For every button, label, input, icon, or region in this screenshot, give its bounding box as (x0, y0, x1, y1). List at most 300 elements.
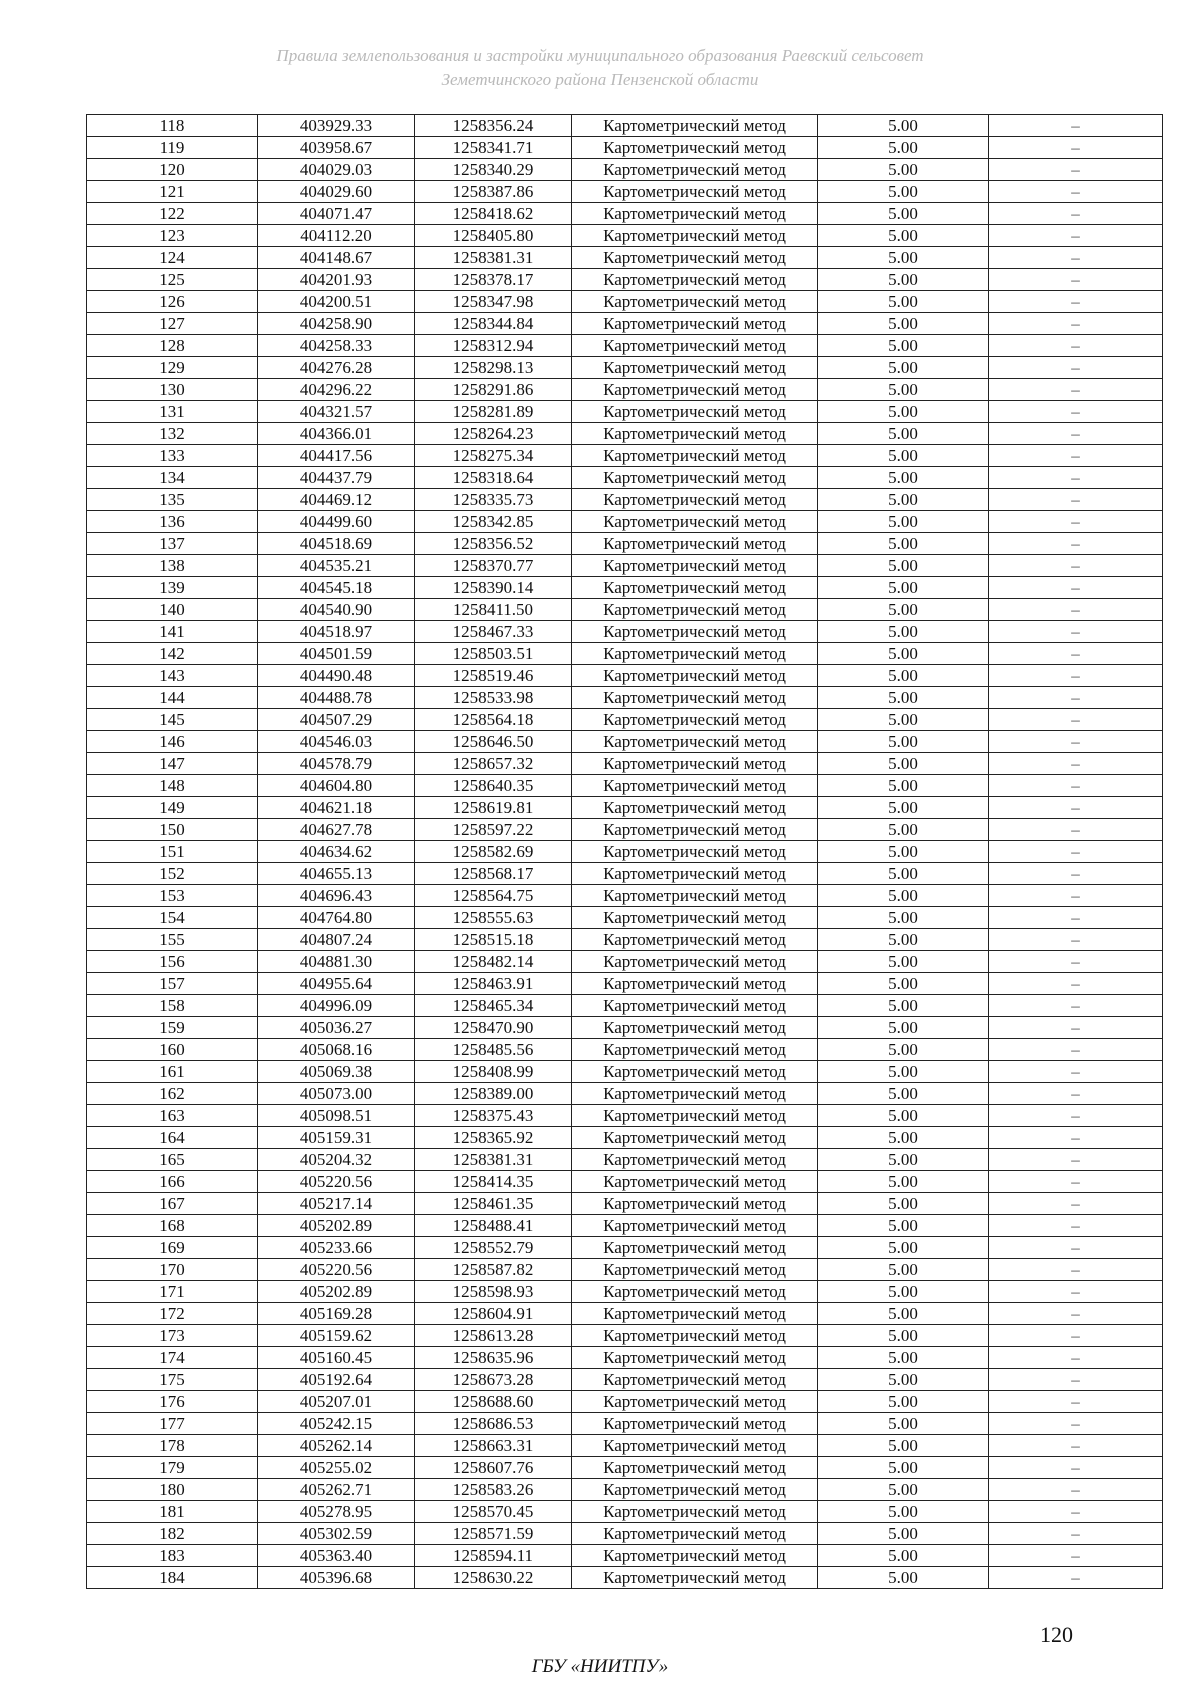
y-coordinate-cell: 1258607.76 (415, 1457, 572, 1479)
table-row (87, 709, 1163, 731)
x-coordinate-cell: 405160.45 (258, 1347, 415, 1369)
point-number-cell: 179 (87, 1457, 258, 1479)
description-cell: – (989, 1017, 1163, 1039)
table-row (87, 1303, 1163, 1325)
description-cell: – (989, 137, 1163, 159)
table-row (87, 995, 1163, 1017)
page-number: 120 (1040, 1622, 1073, 1647)
method-cell: Картометрический метод (572, 775, 818, 797)
description-cell: – (989, 247, 1163, 269)
y-coordinate-cell: 1258663.31 (415, 1435, 572, 1457)
accuracy-cell: 5.00 (818, 1391, 989, 1413)
coordinates-table (86, 114, 1163, 1589)
description-cell: – (989, 1545, 1163, 1567)
accuracy-cell: 5.00 (818, 423, 989, 445)
method-cell: Картометрический метод (572, 247, 818, 269)
description-cell: – (989, 951, 1163, 973)
method-cell: Картометрический метод (572, 1193, 818, 1215)
accuracy-cell: 5.00 (818, 775, 989, 797)
table-row (87, 643, 1163, 665)
x-coordinate-cell: 404518.69 (258, 533, 415, 555)
x-coordinate-cell: 404201.93 (258, 269, 415, 291)
accuracy-cell: 5.00 (818, 1083, 989, 1105)
point-number-cell: 174 (87, 1347, 258, 1369)
table-row (87, 1083, 1163, 1105)
y-coordinate-cell: 1258582.69 (415, 841, 572, 863)
accuracy-cell: 5.00 (818, 599, 989, 621)
y-coordinate-cell: 1258635.96 (415, 1347, 572, 1369)
y-coordinate-cell: 1258587.82 (415, 1259, 572, 1281)
x-coordinate-cell: 405069.38 (258, 1061, 415, 1083)
description-cell: – (989, 1127, 1163, 1149)
table-row (87, 775, 1163, 797)
description-cell: – (989, 841, 1163, 863)
x-coordinate-cell: 404258.90 (258, 313, 415, 335)
y-coordinate-cell: 1258381.31 (415, 247, 572, 269)
point-number-cell: 132 (87, 423, 258, 445)
method-cell: Картометрический метод (572, 973, 818, 995)
table-row (87, 1457, 1163, 1479)
point-number-cell: 157 (87, 973, 258, 995)
point-number-cell: 123 (87, 225, 258, 247)
description-cell: – (989, 533, 1163, 555)
accuracy-cell: 5.00 (818, 621, 989, 643)
x-coordinate-cell: 404112.20 (258, 225, 415, 247)
y-coordinate-cell: 1258344.84 (415, 313, 572, 335)
description-cell: – (989, 731, 1163, 753)
x-coordinate-cell: 404546.03 (258, 731, 415, 753)
point-number-cell: 171 (87, 1281, 258, 1303)
point-number-cell: 173 (87, 1325, 258, 1347)
description-cell: – (989, 401, 1163, 423)
method-cell: Картометрический метод (572, 1149, 818, 1171)
x-coordinate-cell: 404148.67 (258, 247, 415, 269)
point-number-cell: 167 (87, 1193, 258, 1215)
accuracy-cell: 5.00 (818, 951, 989, 973)
table-row (87, 1237, 1163, 1259)
description-cell: – (989, 1171, 1163, 1193)
x-coordinate-cell: 404258.33 (258, 335, 415, 357)
y-coordinate-cell: 1258467.33 (415, 621, 572, 643)
table-row (87, 1215, 1163, 1237)
y-coordinate-cell: 1258356.52 (415, 533, 572, 555)
point-number-cell: 121 (87, 181, 258, 203)
accuracy-cell: 5.00 (818, 709, 989, 731)
point-number-cell: 142 (87, 643, 258, 665)
accuracy-cell: 5.00 (818, 841, 989, 863)
point-number-cell: 153 (87, 885, 258, 907)
accuracy-cell: 5.00 (818, 929, 989, 951)
table-row (87, 1325, 1163, 1347)
x-coordinate-cell: 405068.16 (258, 1039, 415, 1061)
description-cell: – (989, 203, 1163, 225)
y-coordinate-cell: 1258485.56 (415, 1039, 572, 1061)
method-cell: Картометрический метод (572, 1325, 818, 1347)
point-number-cell: 140 (87, 599, 258, 621)
x-coordinate-cell: 404955.64 (258, 973, 415, 995)
method-cell: Картометрический метод (572, 1479, 818, 1501)
y-coordinate-cell: 1258613.28 (415, 1325, 572, 1347)
point-number-cell: 149 (87, 797, 258, 819)
method-cell: Картометрический метод (572, 511, 818, 533)
method-cell: Картометрический метод (572, 203, 818, 225)
table-row (87, 929, 1163, 951)
y-coordinate-cell: 1258640.35 (415, 775, 572, 797)
description-cell: – (989, 907, 1163, 929)
x-coordinate-cell: 405217.14 (258, 1193, 415, 1215)
table-row (87, 247, 1163, 269)
description-cell: – (989, 599, 1163, 621)
accuracy-cell: 5.00 (818, 907, 989, 929)
method-cell: Картометрический метод (572, 621, 818, 643)
y-coordinate-cell: 1258375.43 (415, 1105, 572, 1127)
x-coordinate-cell: 403958.67 (258, 137, 415, 159)
table-row (87, 1017, 1163, 1039)
description-cell: – (989, 1457, 1163, 1479)
x-coordinate-cell: 405192.64 (258, 1369, 415, 1391)
accuracy-cell: 5.00 (818, 511, 989, 533)
point-number-cell: 144 (87, 687, 258, 709)
method-cell: Картометрический метод (572, 797, 818, 819)
accuracy-cell: 5.00 (818, 1017, 989, 1039)
accuracy-cell: 5.00 (818, 1545, 989, 1567)
description-cell: – (989, 973, 1163, 995)
x-coordinate-cell: 404488.78 (258, 687, 415, 709)
x-coordinate-cell: 404621.18 (258, 797, 415, 819)
method-cell: Картометрический метод (572, 1523, 818, 1545)
description-cell: – (989, 1039, 1163, 1061)
table-row (87, 401, 1163, 423)
description-cell: – (989, 181, 1163, 203)
description-cell: – (989, 1215, 1163, 1237)
method-cell: Картометрический метод (572, 1127, 818, 1149)
x-coordinate-cell: 404696.43 (258, 885, 415, 907)
y-coordinate-cell: 1258515.18 (415, 929, 572, 951)
table-row (87, 1149, 1163, 1171)
x-coordinate-cell: 404296.22 (258, 379, 415, 401)
x-coordinate-cell: 405302.59 (258, 1523, 415, 1545)
y-coordinate-cell: 1258688.60 (415, 1391, 572, 1413)
point-number-cell: 178 (87, 1435, 258, 1457)
accuracy-cell: 5.00 (818, 181, 989, 203)
y-coordinate-cell: 1258583.26 (415, 1479, 572, 1501)
point-number-cell: 175 (87, 1369, 258, 1391)
point-number-cell: 126 (87, 291, 258, 313)
x-coordinate-cell: 404469.12 (258, 489, 415, 511)
point-number-cell: 170 (87, 1259, 258, 1281)
accuracy-cell: 5.00 (818, 1369, 989, 1391)
point-number-cell: 158 (87, 995, 258, 1017)
x-coordinate-cell: 404417.56 (258, 445, 415, 467)
accuracy-cell: 5.00 (818, 973, 989, 995)
x-coordinate-cell: 405204.32 (258, 1149, 415, 1171)
table-row (87, 907, 1163, 929)
description-cell: – (989, 489, 1163, 511)
description-cell: – (989, 1347, 1163, 1369)
method-cell: Картометрический метод (572, 357, 818, 379)
point-number-cell: 160 (87, 1039, 258, 1061)
method-cell: Картометрический метод (572, 731, 818, 753)
y-coordinate-cell: 1258465.34 (415, 995, 572, 1017)
description-cell: – (989, 709, 1163, 731)
point-number-cell: 124 (87, 247, 258, 269)
y-coordinate-cell: 1258630.22 (415, 1567, 572, 1589)
accuracy-cell: 5.00 (818, 1259, 989, 1281)
description-cell: – (989, 225, 1163, 247)
table-row (87, 1501, 1163, 1523)
description-cell: – (989, 115, 1163, 137)
table-row (87, 533, 1163, 555)
point-number-cell: 128 (87, 335, 258, 357)
table-row (87, 335, 1163, 357)
description-cell: – (989, 929, 1163, 951)
method-cell: Картометрический метод (572, 555, 818, 577)
method-cell: Картометрический метод (572, 269, 818, 291)
description-cell: – (989, 1501, 1163, 1523)
y-coordinate-cell: 1258571.59 (415, 1523, 572, 1545)
description-cell: – (989, 1149, 1163, 1171)
table-row (87, 1061, 1163, 1083)
y-coordinate-cell: 1258418.62 (415, 203, 572, 225)
y-coordinate-cell: 1258564.18 (415, 709, 572, 731)
y-coordinate-cell: 1258552.79 (415, 1237, 572, 1259)
method-cell: Картометрический метод (572, 577, 818, 599)
y-coordinate-cell: 1258342.85 (415, 511, 572, 533)
point-number-cell: 166 (87, 1171, 258, 1193)
table-row (87, 269, 1163, 291)
accuracy-cell: 5.00 (818, 665, 989, 687)
coordinates-table-body (87, 115, 1163, 1589)
description-cell: – (989, 775, 1163, 797)
accuracy-cell: 5.00 (818, 467, 989, 489)
method-cell: Картометрический метод (572, 929, 818, 951)
accuracy-cell: 5.00 (818, 225, 989, 247)
x-coordinate-cell: 405396.68 (258, 1567, 415, 1589)
accuracy-cell: 5.00 (818, 687, 989, 709)
description-cell: – (989, 1325, 1163, 1347)
description-cell: – (989, 885, 1163, 907)
y-coordinate-cell: 1258555.63 (415, 907, 572, 929)
x-coordinate-cell: 404501.59 (258, 643, 415, 665)
y-coordinate-cell: 1258533.98 (415, 687, 572, 709)
method-cell: Картометрический метод (572, 1545, 818, 1567)
point-number-cell: 134 (87, 467, 258, 489)
accuracy-cell: 5.00 (818, 1567, 989, 1589)
point-number-cell: 143 (87, 665, 258, 687)
x-coordinate-cell: 405159.31 (258, 1127, 415, 1149)
method-cell: Картометрический метод (572, 423, 818, 445)
description-cell: – (989, 995, 1163, 1017)
method-cell: Картометрический метод (572, 445, 818, 467)
description-cell: – (989, 687, 1163, 709)
x-coordinate-cell: 404321.57 (258, 401, 415, 423)
point-number-cell: 152 (87, 863, 258, 885)
description-cell: – (989, 1369, 1163, 1391)
table-row (87, 159, 1163, 181)
x-coordinate-cell: 404627.78 (258, 819, 415, 841)
accuracy-cell: 5.00 (818, 797, 989, 819)
y-coordinate-cell: 1258408.99 (415, 1061, 572, 1083)
point-number-cell: 161 (87, 1061, 258, 1083)
point-number-cell: 184 (87, 1567, 258, 1589)
y-coordinate-cell: 1258568.17 (415, 863, 572, 885)
table-row (87, 1567, 1163, 1589)
description-cell: – (989, 665, 1163, 687)
x-coordinate-cell: 405098.51 (258, 1105, 415, 1127)
accuracy-cell: 5.00 (818, 1303, 989, 1325)
description-cell: – (989, 1523, 1163, 1545)
method-cell: Картометрический метод (572, 687, 818, 709)
x-coordinate-cell: 404507.29 (258, 709, 415, 731)
point-number-cell: 122 (87, 203, 258, 225)
table-row (87, 753, 1163, 775)
y-coordinate-cell: 1258347.98 (415, 291, 572, 313)
x-coordinate-cell: 405202.89 (258, 1281, 415, 1303)
accuracy-cell: 5.00 (818, 1127, 989, 1149)
table-row (87, 1347, 1163, 1369)
x-coordinate-cell: 404366.01 (258, 423, 415, 445)
description-cell: – (989, 467, 1163, 489)
y-coordinate-cell: 1258389.00 (415, 1083, 572, 1105)
description-cell: – (989, 753, 1163, 775)
accuracy-cell: 5.00 (818, 247, 989, 269)
accuracy-cell: 5.00 (818, 863, 989, 885)
description-cell: – (989, 555, 1163, 577)
table-row (87, 1435, 1163, 1457)
accuracy-cell: 5.00 (818, 379, 989, 401)
table-row (87, 885, 1163, 907)
point-number-cell: 136 (87, 511, 258, 533)
y-coordinate-cell: 1258341.71 (415, 137, 572, 159)
table-row (87, 577, 1163, 599)
y-coordinate-cell: 1258275.34 (415, 445, 572, 467)
table-row (87, 731, 1163, 753)
accuracy-cell: 5.00 (818, 313, 989, 335)
point-number-cell: 168 (87, 1215, 258, 1237)
point-number-cell: 177 (87, 1413, 258, 1435)
y-coordinate-cell: 1258564.75 (415, 885, 572, 907)
x-coordinate-cell: 404996.09 (258, 995, 415, 1017)
x-coordinate-cell: 405207.01 (258, 1391, 415, 1413)
y-coordinate-cell: 1258673.28 (415, 1369, 572, 1391)
method-cell: Картометрический метод (572, 1171, 818, 1193)
accuracy-cell: 5.00 (818, 577, 989, 599)
table-row (87, 489, 1163, 511)
description-cell: – (989, 1105, 1163, 1127)
document-header (0, 44, 1200, 92)
y-coordinate-cell: 1258657.32 (415, 753, 572, 775)
header-line-2: Земетчинского района Пензенской области (441, 70, 759, 89)
method-cell: Картометрический метод (572, 753, 818, 775)
description-cell: – (989, 1567, 1163, 1589)
point-number-cell: 169 (87, 1237, 258, 1259)
accuracy-cell: 5.00 (818, 1105, 989, 1127)
y-coordinate-cell: 1258340.29 (415, 159, 572, 181)
x-coordinate-cell: 404437.79 (258, 467, 415, 489)
y-coordinate-cell: 1258335.73 (415, 489, 572, 511)
y-coordinate-cell: 1258619.81 (415, 797, 572, 819)
method-cell: Картометрический метод (572, 599, 818, 621)
description-cell: – (989, 1061, 1163, 1083)
x-coordinate-cell: 404518.97 (258, 621, 415, 643)
x-coordinate-cell: 404764.80 (258, 907, 415, 929)
point-number-cell: 120 (87, 159, 258, 181)
x-coordinate-cell: 405202.89 (258, 1215, 415, 1237)
table-row (87, 291, 1163, 313)
y-coordinate-cell: 1258594.11 (415, 1545, 572, 1567)
method-cell: Картометрический метод (572, 1017, 818, 1039)
table-row (87, 1413, 1163, 1435)
method-cell: Картометрический метод (572, 533, 818, 555)
y-coordinate-cell: 1258411.50 (415, 599, 572, 621)
x-coordinate-cell: 405159.62 (258, 1325, 415, 1347)
table-row (87, 1171, 1163, 1193)
accuracy-cell: 5.00 (818, 1039, 989, 1061)
method-cell: Картометрический метод (572, 863, 818, 885)
description-cell: – (989, 511, 1163, 533)
accuracy-cell: 5.00 (818, 555, 989, 577)
x-coordinate-cell: 404200.51 (258, 291, 415, 313)
point-number-cell: 182 (87, 1523, 258, 1545)
point-number-cell: 162 (87, 1083, 258, 1105)
y-coordinate-cell: 1258318.64 (415, 467, 572, 489)
point-number-cell: 183 (87, 1545, 258, 1567)
point-number-cell: 151 (87, 841, 258, 863)
table-row (87, 225, 1163, 247)
accuracy-cell: 5.00 (818, 1457, 989, 1479)
point-number-cell: 145 (87, 709, 258, 731)
point-number-cell: 133 (87, 445, 258, 467)
point-number-cell: 164 (87, 1127, 258, 1149)
table-row (87, 819, 1163, 841)
x-coordinate-cell: 405262.71 (258, 1479, 415, 1501)
accuracy-cell: 5.00 (818, 885, 989, 907)
method-cell: Картометрический метод (572, 1369, 818, 1391)
accuracy-cell: 5.00 (818, 203, 989, 225)
method-cell: Картометрический метод (572, 467, 818, 489)
x-coordinate-cell: 404578.79 (258, 753, 415, 775)
accuracy-cell: 5.00 (818, 291, 989, 313)
method-cell: Картометрический метод (572, 1567, 818, 1589)
accuracy-cell: 5.00 (818, 819, 989, 841)
point-number-cell: 155 (87, 929, 258, 951)
method-cell: Картометрический метод (572, 1083, 818, 1105)
table-row (87, 687, 1163, 709)
accuracy-cell: 5.00 (818, 731, 989, 753)
description-cell: – (989, 797, 1163, 819)
description-cell: – (989, 1435, 1163, 1457)
x-coordinate-cell: 404634.62 (258, 841, 415, 863)
method-cell: Картометрический метод (572, 1347, 818, 1369)
accuracy-cell: 5.00 (818, 1347, 989, 1369)
method-cell: Картометрический метод (572, 1435, 818, 1457)
y-coordinate-cell: 1258381.31 (415, 1149, 572, 1171)
point-number-cell: 135 (87, 489, 258, 511)
point-number-cell: 118 (87, 115, 258, 137)
header-line-1: Правила землепользования и застройки муниципального образования Раевский сельсовет (276, 46, 924, 65)
method-cell: Картометрический метод (572, 819, 818, 841)
description-cell: – (989, 1259, 1163, 1281)
point-number-cell: 125 (87, 269, 258, 291)
y-coordinate-cell: 1258378.17 (415, 269, 572, 291)
x-coordinate-cell: 404029.03 (258, 159, 415, 181)
y-coordinate-cell: 1258519.46 (415, 665, 572, 687)
description-cell: – (989, 819, 1163, 841)
document-footer: ГБУ «НИИТПУ» (531, 1656, 669, 1677)
y-coordinate-cell: 1258387.86 (415, 181, 572, 203)
method-cell: Картометрический метод (572, 1413, 818, 1435)
method-cell: Картометрический метод (572, 489, 818, 511)
